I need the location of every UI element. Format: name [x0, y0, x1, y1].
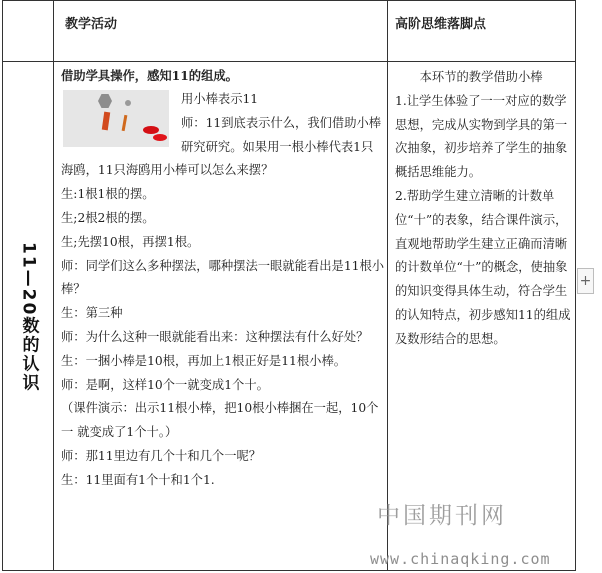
side-label: 11—20数的认识: [18, 241, 39, 393]
activity-line: 生:1根1根的摆。: [61, 187, 155, 202]
activity-cell: [61, 66, 385, 493]
red-counter: [143, 126, 159, 134]
activity-line: 生：11里面有1个十和1个1.: [61, 472, 215, 487]
lesson-table: [2, 0, 576, 571]
activity-line: 师：是啊，这样10个一就变成1个十。: [61, 377, 269, 392]
red-stick: [102, 112, 110, 131]
activity-title: 借助学具操作，感知11的组成。: [61, 68, 238, 83]
activity-line: 生;2根2根的摆。: [61, 210, 155, 225]
red-counter: [153, 134, 167, 141]
activity-line: 生：一捆小棒是10根，再加上1根正好是11根小棒。: [61, 353, 347, 368]
activity-line: 师：同学们这么多种摆法，哪种摆法一眼就能看出是11根小棒？: [61, 258, 385, 297]
watermark-url: www.chinaqking.com: [370, 550, 551, 568]
activity-line: （课件演示：出示11根小棒，把10根小棒捆在一起，10个一 就变成了1个十。）: [61, 401, 379, 440]
header-activity: 教学活动: [65, 17, 118, 32]
activity-line: 生;先摆10根，再摆1根。: [61, 234, 200, 249]
expand-plus-button[interactable]: +: [577, 268, 594, 294]
column-divider-2: [387, 1, 388, 570]
manipulatives-photo: [63, 90, 169, 147]
activity-line: 师：那11里边有几个十和几个一呢？: [61, 448, 262, 463]
side-label-cell: [3, 63, 55, 571]
small-bead: [125, 100, 131, 106]
orange-stick: [122, 115, 128, 131]
activity-line: 师：为什么这种一眼就能看出来：这种摆法有什么好处？: [61, 329, 369, 344]
thinking-point-1: 1.让学生体验了一一对应的数学思想，完成从实物到学具的第一次抽象，初步培养了学生的抽象概括思维能力。: [395, 93, 568, 180]
activity-line: 用小棒表示11: [181, 92, 259, 106]
header-thinking: 高阶思维落脚点: [395, 17, 487, 32]
header-row-divider: [3, 61, 575, 62]
activity-line: 生：第三种: [61, 306, 123, 321]
hexagon-piece: [98, 94, 112, 108]
thinking-cell: [395, 66, 573, 352]
activity-line: 师：11到底表示什么，我们借助小棒研究研究。如果用一根小棒代表1只海鸥，11只海鸥用小棒可以怎么来摆？: [61, 115, 382, 178]
watermark-site-name: 中国期刊网: [377, 503, 507, 529]
thinking-intro: 本环节的教学借助小棒: [419, 70, 543, 84]
thinking-point-2: 2.帮助学生建立清晰的计数单位“十”的表象，结合课件演示，直观地帮助学生建立正确而清晰的计数单位“十”的概念，使抽象的知识变得具体生动，符合学生的认知特点，初步感知11的组成及数形结合的思想。: [395, 188, 571, 346]
